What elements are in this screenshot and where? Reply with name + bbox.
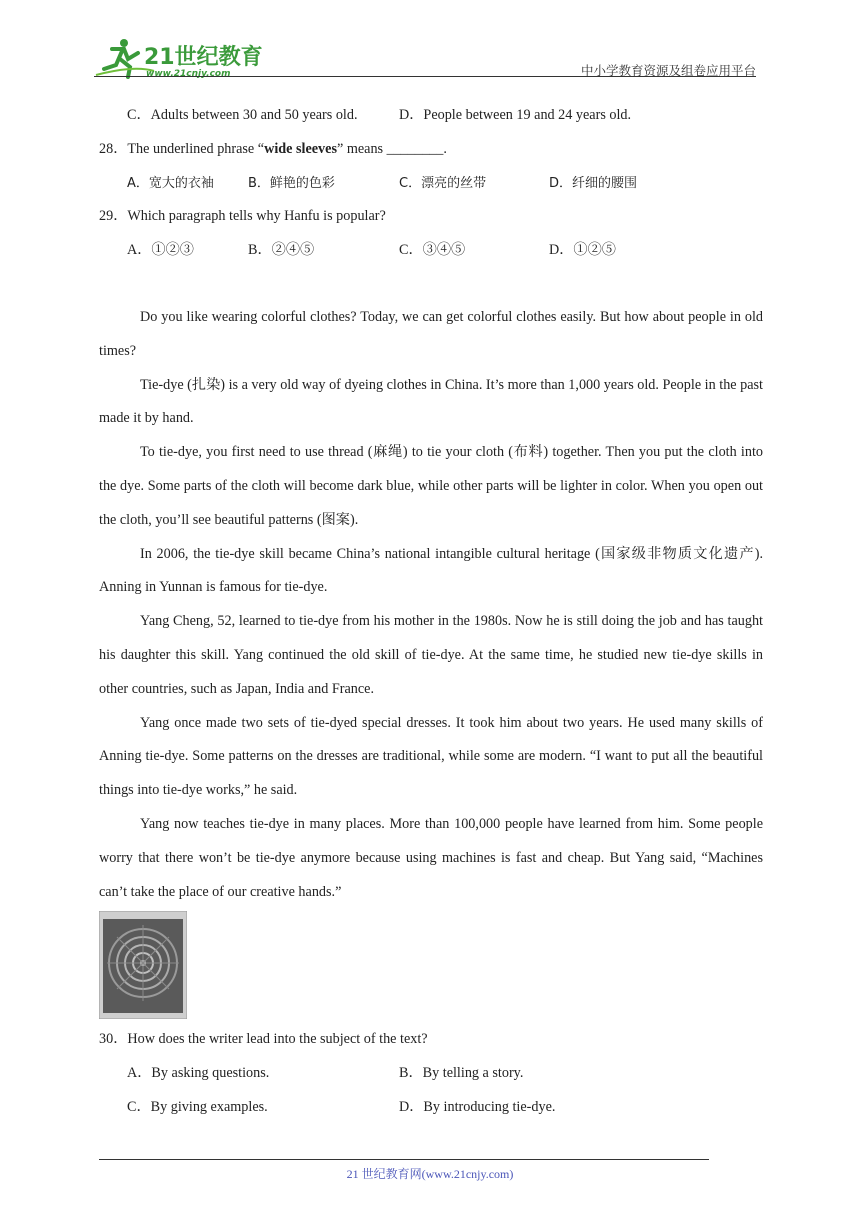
underlined-phrase: wide sleeves — [264, 141, 337, 157]
passage-paragraph-3: To tie-dye, you first need to use thread (麻绳) to tie your cloth (布料) together. Then you put the cloth into the dye. Some parts of the cloth will become dark blue, while other parts will be lighter in color. When you open out the cloth, you’ll see beautiful patterns (图案). — [99, 444, 763, 528]
passage-paragraph-6: Yang once made two sets of tie-dyed special dresses. It took him about two years. He used many skills of Anning tie-dye. Some patterns on the dresses are traditional, while some are modern. “I want to put all the beautiful things into tie-dye works,” he said. — [99, 714, 763, 799]
q28-option-b: B．鲜艳的色彩 — [248, 176, 335, 191]
q29-stem: 29．Which paragraph tells why Hanfu is popular? — [99, 208, 386, 224]
page-header — [94, 30, 756, 78]
q30-stem: 30．How does the writer lead into the subject of the text? — [99, 1031, 428, 1047]
q30-option-a: A．By asking questions. — [127, 1065, 270, 1081]
passage-paragraph-1: Do you like wearing colorful clothes? Today, we can get colorful clothes easily. But how about people in old times? — [99, 309, 763, 359]
svg-text:21世纪教育: 21世纪教育 — [144, 45, 263, 70]
passage-paragraph-7: Yang now teaches tie-dye in many places. More than 100,000 people have learned from him. Some people worry that there won’t be tie-dye anymore because using machines is fast and cheap. But Yang said, “Machines can’t take the place of our creative hands.” — [99, 815, 763, 900]
passage-paragraph-2: Tie-dye (扎染) is a very old way of dyeing clothes in China. It’s more than 1,000 years old. People in the past made it by hand. — [99, 376, 763, 427]
footer-divider — [99, 1159, 709, 1160]
q28-option-d: D．纤细的腰围 — [549, 176, 638, 191]
header-divider — [94, 76, 756, 77]
q27-option-c: C．Adults between 30 and 50 years old. — [127, 107, 358, 123]
reading-passage — [99, 301, 763, 909]
page-footer: 21 世纪教育网(www.21cnjy.com) — [346, 1167, 514, 1181]
q29-option-c: C．③④⑤ — [399, 242, 466, 258]
site-logo — [94, 35, 264, 79]
q29-option-b: B．②④⑤ — [248, 242, 315, 258]
q30-option-d: D．By introducing tie-dye. — [399, 1099, 556, 1115]
tie-dye-photo — [99, 911, 187, 1019]
q30-option-b: B．By telling a story. — [399, 1065, 524, 1081]
platform-name: 中小学教育资源及组卷应用平台 — [580, 63, 756, 78]
passage-paragraph-5: Yang Cheng, 52, learned to tie-dye from his mother in the 1980s. Now he is still doing the job and has taught his daughter this skill. Yang continued the old skill of tie-dye. At the same time, he studied new tie-dye skills in other countries, such as Japan, India and France. — [99, 613, 763, 697]
q27-option-d: D．People between 19 and 24 years old. — [399, 107, 632, 123]
passage-paragraph-4: In 2006, the tie-dye skill became China’s national intangible cultural heritage (国家级非物质文化遗产). Anning in Yunnan is famous for tie-dye. — [99, 545, 763, 596]
q28-stem: 28．The underlined phrase “wide sleeves” means ________. — [99, 141, 447, 157]
svg-text:www.21cnjy.com: www.21cnjy.com — [146, 69, 231, 79]
q28-option-a: A．宽大的衣袖 — [127, 176, 214, 191]
q29-option-a: A．①②③ — [127, 242, 194, 258]
q29-option-d: D．①②⑤ — [549, 242, 616, 258]
q30-option-c: C．By giving examples. — [127, 1099, 268, 1115]
q28-option-c: C．漂亮的丝带 — [399, 176, 487, 191]
